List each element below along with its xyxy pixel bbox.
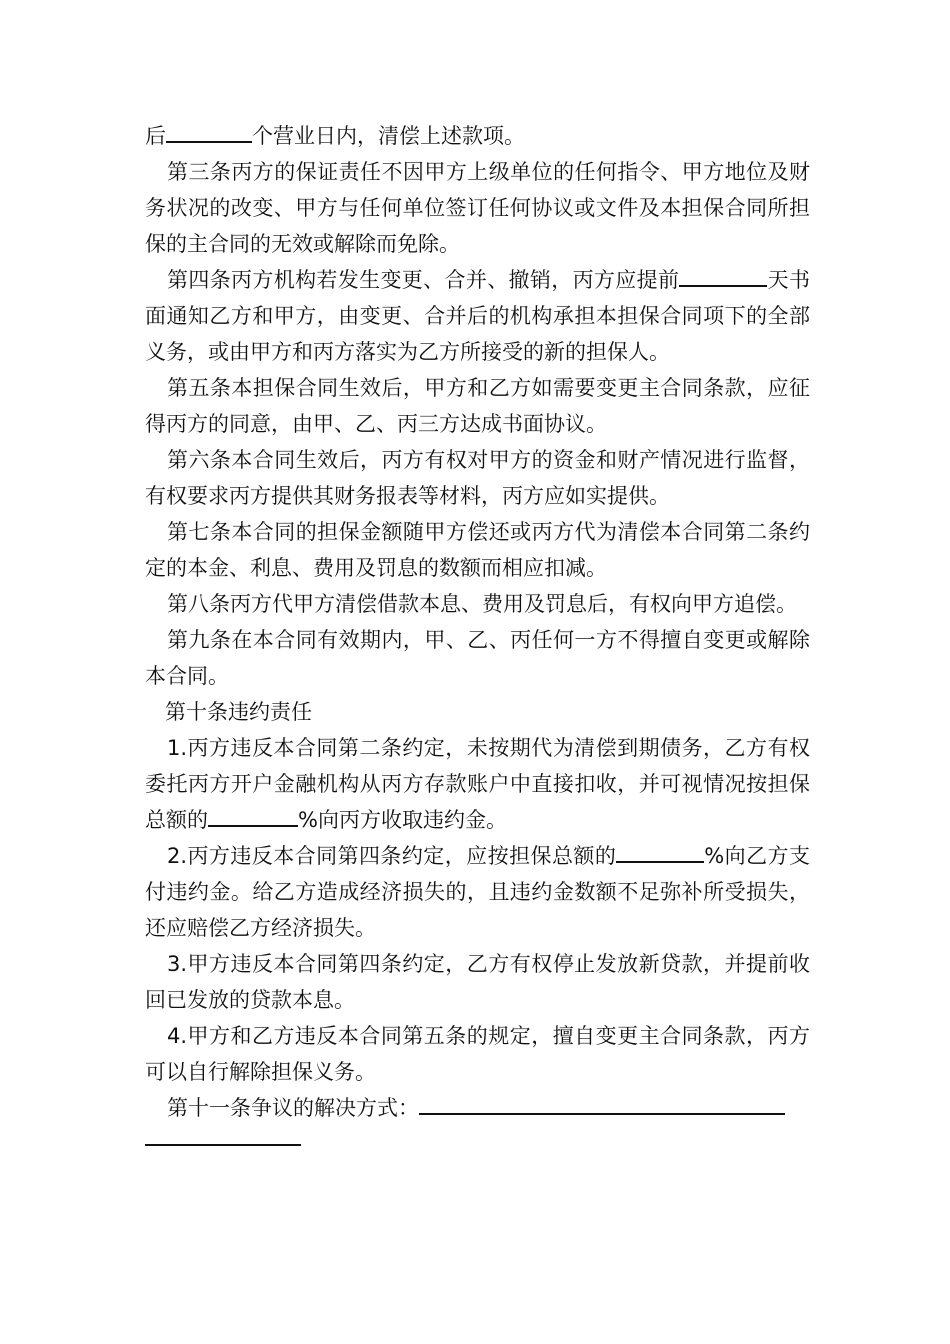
text-after-blank: %向乙方支付违约金。给乙方造成经济损失的，且违约金数额不足弥补所受损失，还应赔偿乙方经济损失。	[145, 844, 810, 940]
text-after-blank: %向丙方收取违约金。	[298, 808, 507, 832]
clause-10-3: 3.甲方违反本合同第四条约定，乙方有权停止发放新贷款，并提前收回已发放的贷款本息。	[145, 952, 810, 1012]
clause-10-4: 4.甲方和乙方违反本合同第五条的规定，擅自变更主合同条款，丙方可以自行解除担保义务。	[145, 1024, 810, 1084]
article-11	[145, 1090, 810, 1126]
text-after-blank: 个营业日内，清偿上述款项。	[252, 124, 525, 148]
text-before-blank: 2.丙方违反本合同第四条约定，应按担保总额的	[167, 844, 617, 868]
paragraph-repayment-deadline	[145, 118, 810, 154]
fill-in-blank-notice-days	[679, 284, 767, 287]
clause-10-2	[145, 838, 810, 946]
text-before-blank: 1.丙方违反本合同第二条约定，未按期代为清偿到期债务，乙方有权委托丙方开户金融机构从丙方存款账户中直接扣收，并可视情况按担保总额的	[145, 736, 810, 832]
fill-in-blank-business-days	[166, 140, 252, 143]
article-6: 第六条本合同生效后，丙方有权对甲方的资金和财产情况进行监督，有权要求丙方提供其财务报表等材料，丙方应如实提供。	[145, 448, 810, 508]
text-before-blank: 第四条丙方机构若发生变更、合并、撤销，丙方应提前	[167, 268, 680, 292]
article-9: 第九条在本合同有效期内，甲、乙、丙任何一方不得擅自变更或解除本合同。	[145, 628, 810, 688]
contract-body	[145, 118, 810, 1146]
article-11-label: 第十一条争议的解决方式：	[167, 1096, 419, 1120]
fill-in-blank-penalty-percent	[208, 824, 298, 827]
article-5: 第五条本担保合同生效后，甲方和乙方如需要变更主合同条款，应征得丙方的同意，由甲、乙、丙三方达成书面协议。	[145, 376, 810, 436]
fill-in-blank-continuation	[145, 1144, 301, 1146]
article-10-heading: 第十条违约责任	[165, 700, 312, 724]
article-8: 第八条丙方代甲方清偿借款本息、费用及罚息后，有权向甲方追偿。	[167, 592, 797, 616]
article-3: 第三条丙方的保证责任不因甲方上级单位的任何指令、甲方地位及财务状况的改变、甲方与任何单位签订任何协议或文件及本担保合同所担保的主合同的无效或解除而免除。	[145, 160, 810, 256]
text-before-blank: 后	[145, 124, 166, 148]
text-after-blank: 天书面通知乙方和甲方，由变更、合并后的机构承担本担保合同项下的全部义务，或由甲方和丙方落实为乙方所接受的新的担保人。	[145, 268, 811, 364]
fill-in-blank-penalty-percent	[616, 860, 704, 863]
fill-in-blank-dispute-resolution	[419, 1112, 785, 1115]
article-4	[145, 262, 810, 370]
article-7: 第七条本合同的担保金额随甲方偿还或丙方代为清偿本合同第二条约定的本金、利息、费用及罚息的数额而相应扣减。	[145, 520, 810, 580]
clause-10-1	[145, 730, 810, 838]
